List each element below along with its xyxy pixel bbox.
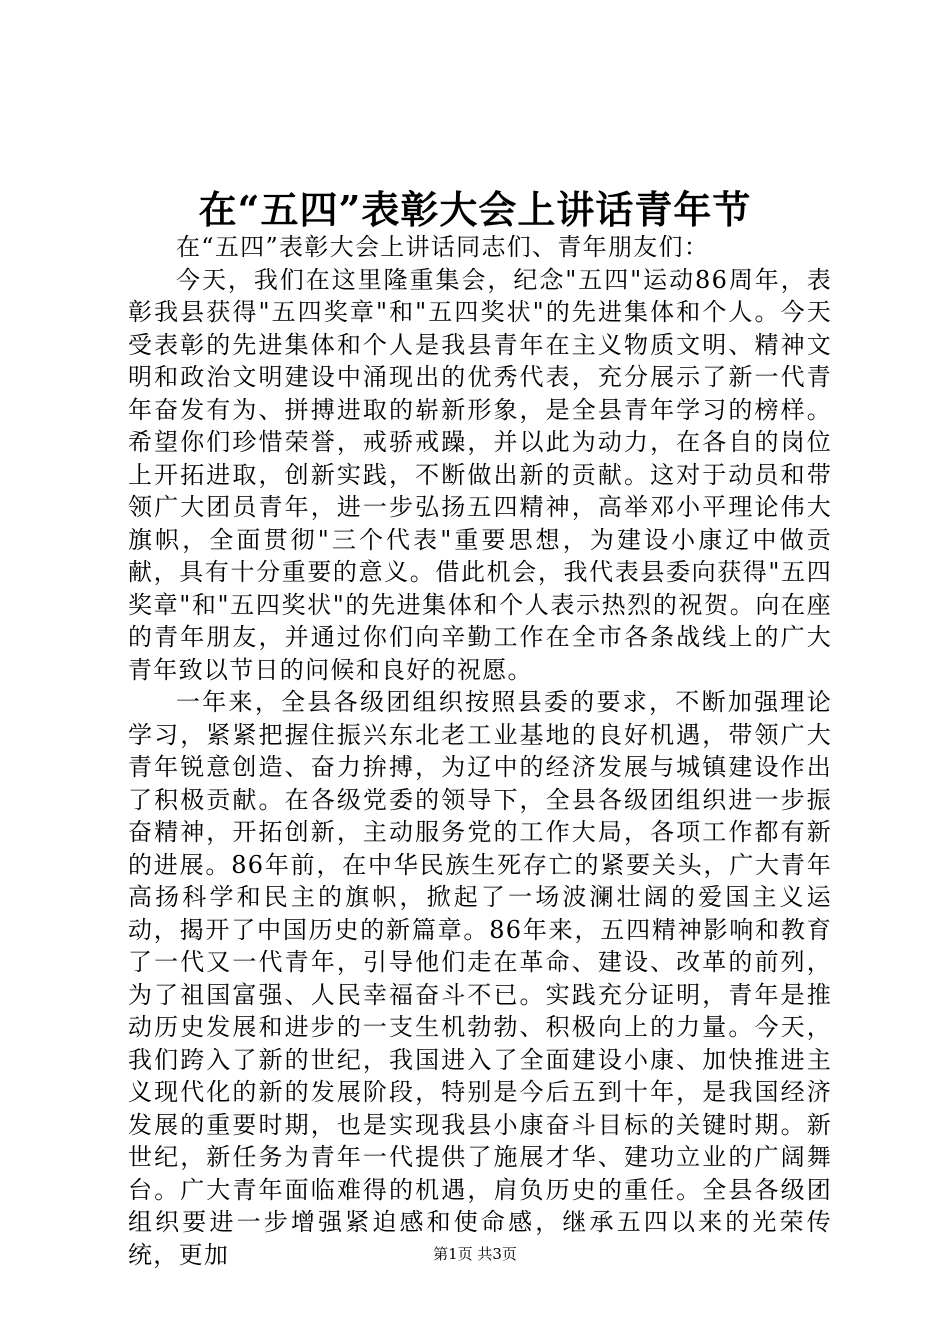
paragraph-opening: 今天，我们在这里隆重集会，纪念"五四"运动86周年，表彰我县获得"五四奖章"和"五四奖状"的先进集体和个人。今天受表彰的先进集体和个人是我县青年在主义物质文明、精神文明和政治文明建设中涌现出的优秀代表，充分展示了新一代青年奋发有为、拼搏进取的崭新形象，是全县青年学习的榜样。希望你们珍惜荣誉，戒骄戒躁，并以此为动力，在各自的岗位上开拓进取，创新实践，不断做出新的贡献。这对于动员和带领广大团员青年，进一步弘扬五四精神，高举邓小平理论伟大旗帜，全面贯彻"三个代表"重要思想，为建设小康辽中做贡献，具有十分重要的意义。借此机会，我代表县委向获得"五四奖章"和"五四奖状"的先进集体和个人表示热烈的祝贺。向在座的青年朋友，并通过你们向辛勤工作在全市各条战线上的广大青年致以节日的问候和良好的祝愿。 bbox=[128, 265, 832, 684]
paragraph-salutation: 在“五四”表彰大会上讲话同志们、青年朋友们： bbox=[176, 233, 710, 261]
paragraph-review: 一年来，全县各级团组织按照县委的要求，不断加强理论学习，紧紧把握住振兴东北老工业基地的良好机遇，带领广大青年锐意创造、奋力拚搏，为辽中的经济发展与城镇建设作出了积极贡献。在各级党委的领导下，全县各级团组织进一步振奋精神，开拓创新，主动服务党的工作大局，各项工作都有新的进展。86年前，在中华民族生死存亡的紧要关头，广大青年高扬科学和民主的旗帜，掀起了一场波澜壮阔的爱国主义运动，揭开了中国历史的新篇章。86年来，五四精神影响和教育了一代又一代青年，引导他们走在革命、建设、改革的前列，为了祖国富强、人民幸福奋斗不已。实践充分证明，青年是推动历史发展和进步的一支生机勃勃、积极向上的力量。今天，我们跨入了新的世纪，我国进入了全面建设小康、加快推进主义现代化的新的发展阶段，特别是今后五到十年，是我国经济发展的重要时期，也是实现我县小康奋斗目标的关键时期。新世纪，新任务为青年一代提供了施展才华、建功立业的广阔舞台。广大青年面临难得的机遇，肩负历史的重任。全县各级团组织要进一步增强紧迫感和使命感，继承五四以来的光荣传统，更加 bbox=[128, 688, 832, 1269]
document-body bbox=[128, 231, 832, 1271]
page-indicator: 第1页 共3页 bbox=[433, 1245, 517, 1263]
page-footer bbox=[0, 1244, 950, 1264]
document-title: 在“五四”表彰大会上讲话青年节 bbox=[198, 187, 752, 232]
